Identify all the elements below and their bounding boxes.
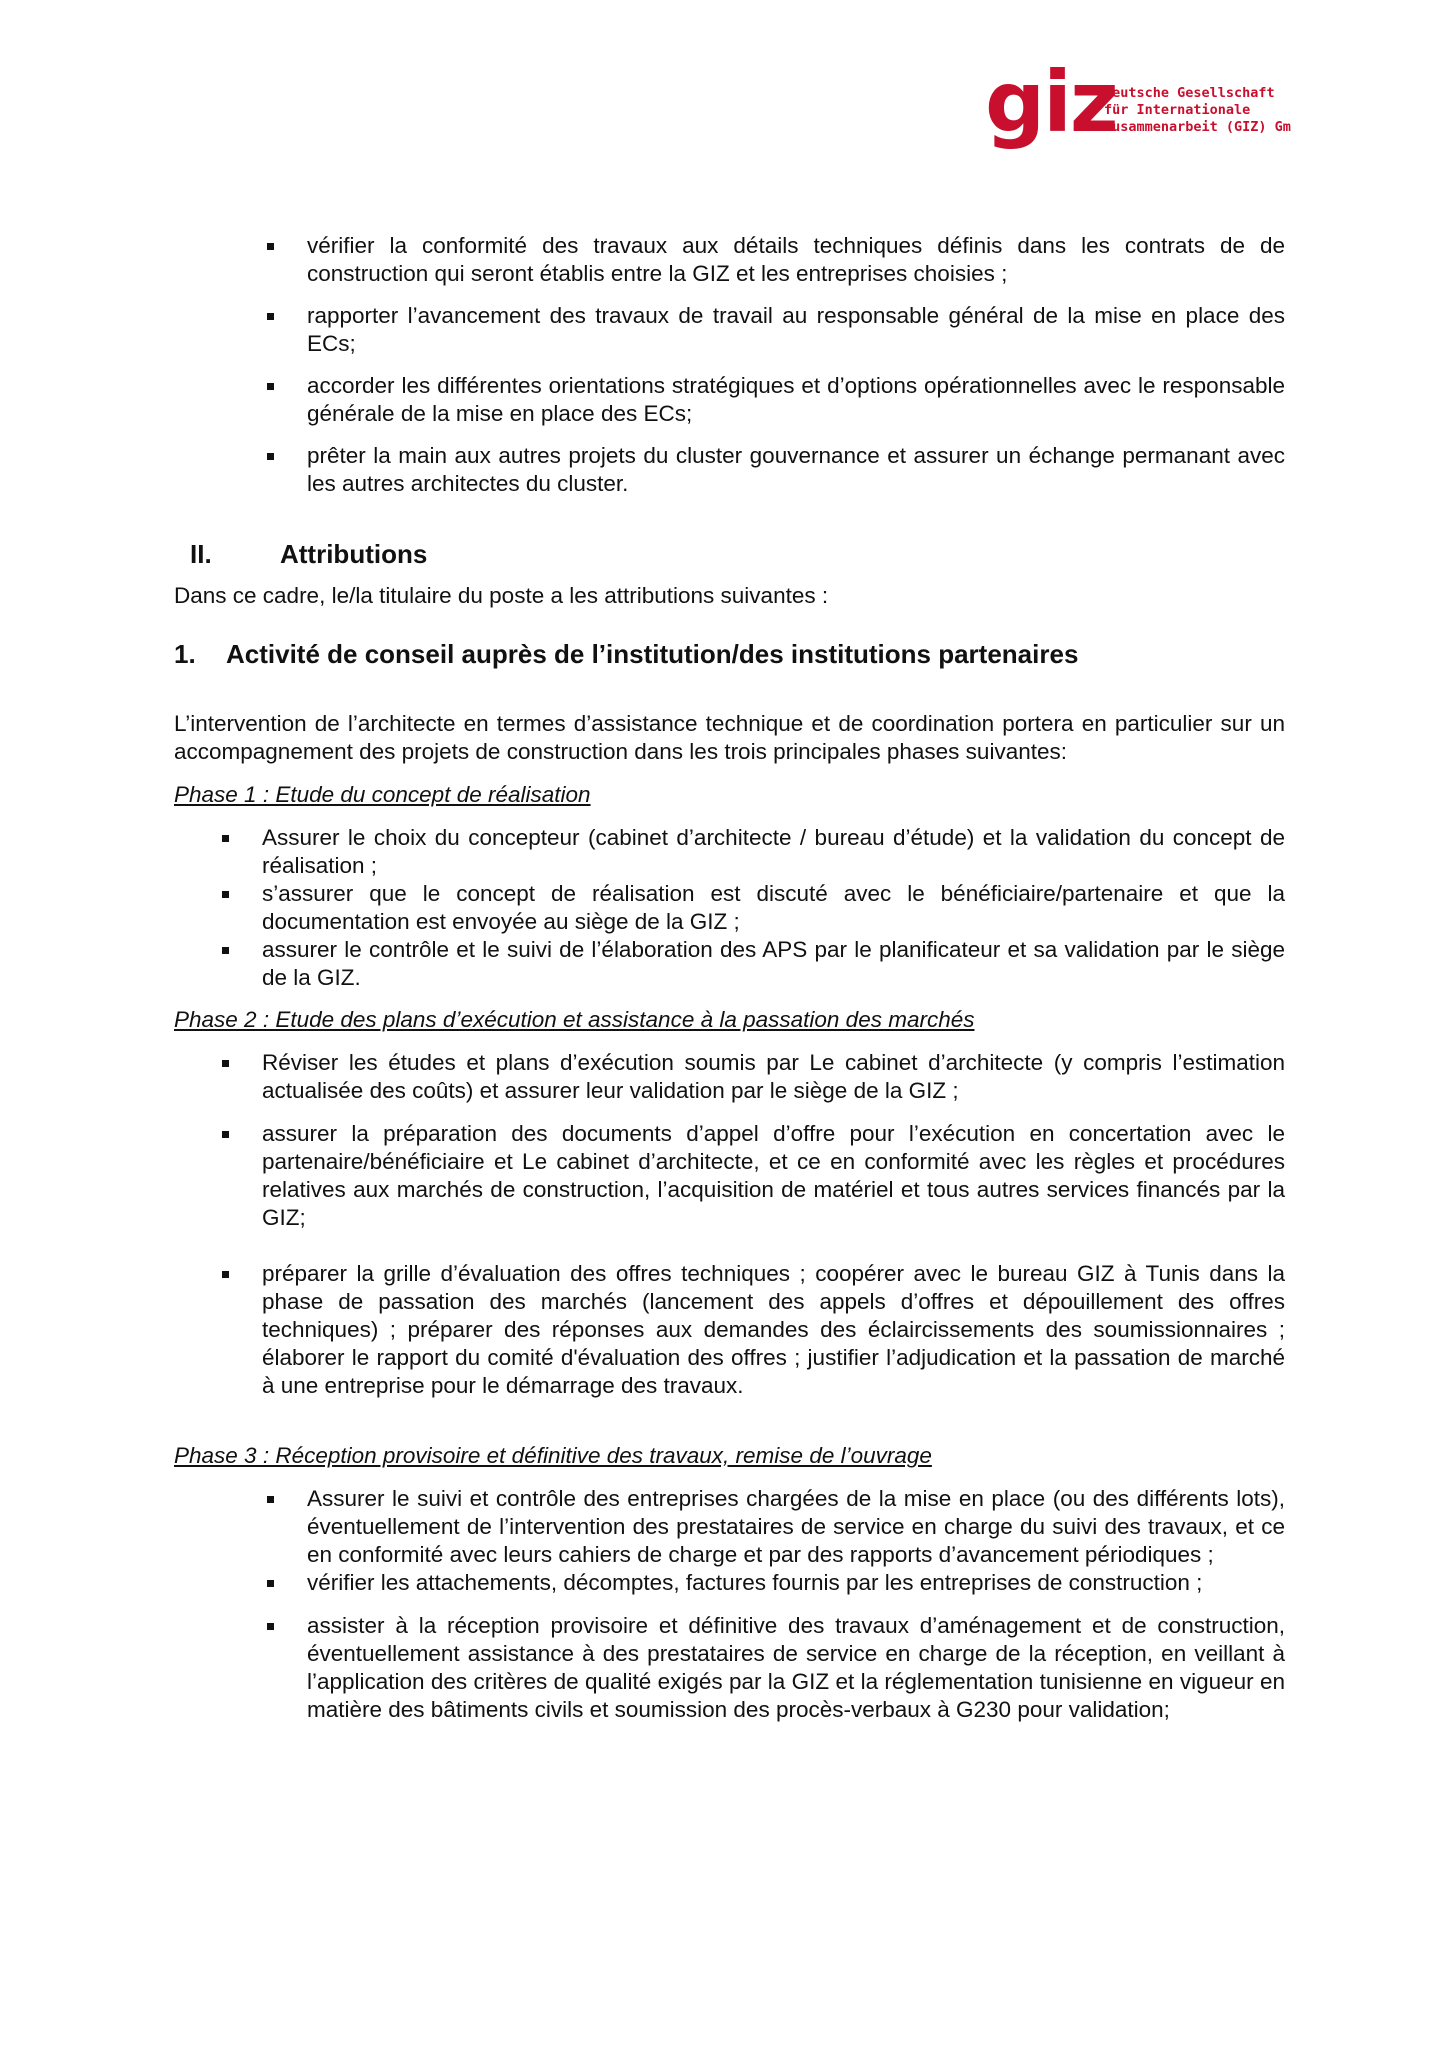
list-item: assurer la préparation des documents d’appel d’offre pour l’exécution en concertation avec le partenaire/bénéficiaire et Le cabinet d’architecte, et ce en conformité avec les règles et procédures relatives aux marchés de construction, l’acquisition de matériel et tous autres services financés par la GIZ; xyxy=(174,1120,1285,1232)
phase-2-title: Phase 2 : Etude des plans d’exécution et assistance à la passation des marchés xyxy=(174,1007,975,1032)
subsection-intro: L’intervention de l’architecte en termes d’assistance technique et de coordination portera en particulier sur un accompagnement des projets de construction dans les trois principales phases suivantes: xyxy=(174,711,1285,764)
subsection-number: 1. xyxy=(174,639,196,669)
phase-3-list xyxy=(174,1485,1285,1724)
section-intro: Dans ce cadre, le/la titulaire du poste a les attributions suivantes : xyxy=(174,583,829,608)
subsection-title: Activité de conseil auprès de l’institution/des institutions partenaires xyxy=(226,639,1079,669)
subsection-heading xyxy=(174,638,1285,670)
list-item: rapporter l’avancement des travaux de travail au responsable général de la mise en place des ECs; xyxy=(174,302,1285,358)
giz-logo-mark: giz xyxy=(985,53,1117,151)
section-heading xyxy=(174,538,1285,570)
list-item: Réviser les études et plans d’exécution soumis par Le cabinet d’architecte (y compris l’estimation actualisée des coûts) et assurer leur validation par le siège de la GIZ ; xyxy=(174,1049,1285,1105)
top-bullet-list xyxy=(174,232,1285,498)
list-item: vérifier la conformité des travaux aux détails techniques définis dans les contrats de de construction qui seront établis entre la GIZ et les entreprises choisies ; xyxy=(174,232,1285,288)
list-item: prêter la main aux autres projets du cluster gouvernance et assurer un échange permanant avec les autres architectes du cluster. xyxy=(174,442,1285,498)
list-item: vérifier les attachements, décomptes, factures fournis par les entreprises de construction ; xyxy=(174,1569,1285,1597)
logo-line-3: Zusammenarbeit (GIZ) Gm xyxy=(1104,119,1291,135)
phase-1-list xyxy=(174,824,1285,992)
section-title: Attributions xyxy=(280,539,428,569)
logo-line-1: Deutsche Gesellschaft xyxy=(1104,85,1275,101)
list-item: Assurer le suivi et contrôle des entreprises chargées de la mise en place (ou des différents lots), éventuellement de l’intervention des prestataires de service en charge du suivi des travaux, et ce en conformité avec leurs cahiers de charge et par des rapports d’avancement périodiques ; xyxy=(174,1485,1285,1569)
giz-logo xyxy=(985,53,1305,156)
logo-line-2: für Internationale xyxy=(1104,102,1251,118)
phase-1-title: Phase 1 : Etude du concept de réalisation xyxy=(174,782,591,807)
list-item: accorder les différentes orientations stratégiques et d’options opérationnelles avec le responsable générale de la mise en place des ECs; xyxy=(174,372,1285,428)
phase-2-list xyxy=(174,1049,1285,1400)
giz-logo-text xyxy=(1104,85,1291,136)
list-item: Assurer le choix du concepteur (cabinet d’architecte / bureau d’étude) et la validation du concept de réalisation ; xyxy=(174,824,1285,880)
list-item: assister à la réception provisoire et définitive des travaux d’aménagement et de construction, éventuellement assistance à des prestataires de service en charge de la réception, en veillant à l’application des critères de qualité exigés par la GIZ et la réglementation tunisienne en vigueur en matière des bâtiments civils et soumission des procès-verbaux à G230 pour validation; xyxy=(174,1612,1285,1724)
list-item: s’assurer que le concept de réalisation est discuté avec le bénéficiaire/partenaire et que la documentation est envoyée au siège de la GIZ ; xyxy=(174,880,1285,936)
phase-3-title: Phase 3 : Réception provisoire et définitive des travaux, remise de l’ouvrage xyxy=(174,1443,932,1468)
list-item: assurer le contrôle et le suivi de l’élaboration des APS par le planificateur et sa validation par le siège de la GIZ. xyxy=(174,936,1285,992)
list-item: préparer la grille d’évaluation des offres techniques ; coopérer avec le bureau GIZ à Tunis dans la phase de passation des marchés (lancement des appels d’offres et dépouillement des offres techniques) ; préparer des réponses aux demandes des éclaircissements des soumissionnaires ; élaborer le rapport du comité d'évaluation des offres ; justifier l’adjudication et la passation de marché à une entreprise pour le démarrage des travaux. xyxy=(174,1260,1285,1400)
section-number: II. xyxy=(190,539,212,569)
document-body xyxy=(174,232,1285,1724)
